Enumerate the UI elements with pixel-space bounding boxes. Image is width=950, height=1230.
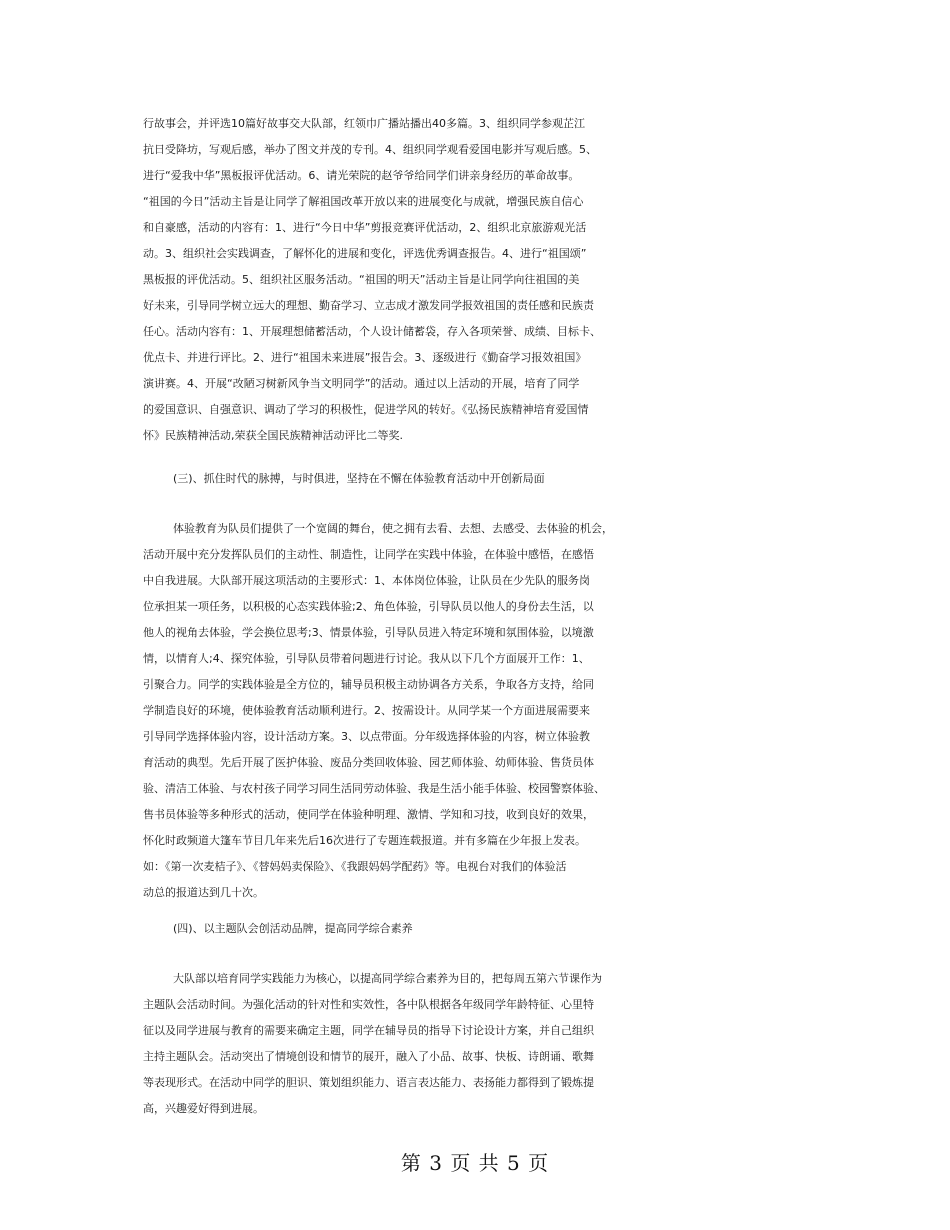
text-line: 情，以情育人;4、探究体验，引导队员带着问题进行讨论。我从以下几个方面展开工作：1、 <box>143 652 590 665</box>
text-line: 主题队会活动时间。为强化活动的针对性和实效性，各中队根据各年级同学年龄特征、心里特 <box>143 998 594 1011</box>
text-line: 进行“爱我中华”黑板报评优活动。6、请光荣院的赵爷爷给同学们讲亲身经历的革命故事。 <box>143 169 580 182</box>
text-line: 中自我进展。大队部开展这项活动的主要形式：1、本体岗位体验，让队员在少先队的服务岗 <box>143 574 590 587</box>
text-line: 好未来，引导同学树立远大的理想、勤奋学习、立志成才激发同学报效祖国的责任感和民族责 <box>143 299 594 312</box>
text-line: 任心。活动内容有：1、开展理想储蓄活动，个人设计储蓄袋，存入各项荣誉、成绩、目标卡、 <box>143 325 601 338</box>
text-line: 行故事会，并评选10篇好故事交大队部，红领巾广播站播出40多篇。3、组织同学参观芷江 <box>143 117 585 130</box>
text-line: 征以及同学进展与教育的需要来确定主题，同学在辅导员的指导下讨论设计方案，并自己组织 <box>143 1024 594 1037</box>
text-line: 位承担某一项任务，以积极的心态实践体验;2、角色体验，引导队员以他人的身份去生活，以 <box>143 600 594 613</box>
text-line: 等表现形式。在活动中同学的胆识、策划组织能力、语言表达能力、表扬能力都得到了锻炼提 <box>143 1076 594 1089</box>
text-line: 大队部以培育同学实践能力为核心，以提高同学综合素养为目的，把每周五第六节课作为 <box>173 972 602 985</box>
text-line: 高，兴趣爱好得到进展。 <box>143 1102 264 1115</box>
section-heading: (四)、以主题队会创活动品牌，提高同学综合素养 <box>173 922 413 935</box>
text-line: 体验教育为队员们提供了一个宽阔的舞台，使之拥有去看、去想、去感受、去体验的机会， <box>173 522 613 535</box>
text-line: 学制造良好的环境，使体验教育活动顺利进行。2、按需设计。从同学某一个方面进展需要来 <box>143 704 590 717</box>
text-line: 活动开展中充分发挥队员们的主动性、制造性，让同学在实践中体验，在体验中感悟，在感悟 <box>143 548 594 561</box>
text-line: 怀》民族精神活动,荣获全国民族精神活动评比二等奖. <box>143 429 403 442</box>
text-line: 引导同学选择体验内容，设计活动方案。3、以点带面。分年级选择体验的内容，树立体验教 <box>143 730 590 743</box>
text-line: 主持主题队会。活动突出了情境创设和情节的展开，融入了小品、故事、快板、诗朗诵、歌舞 <box>143 1050 594 1063</box>
text-line: 优点卡、并进行评比。2、进行“祖国未来进展”报告会。3、逐级进行《勤奋学习报效祖国》 <box>143 351 587 364</box>
text-line: 如：《第一次麦桔子》、《替妈妈卖保险》、《我跟妈妈学配药》等。电视台对我们的体验活 <box>143 860 567 873</box>
text-line: 售书员体验等多种形式的活动，使同学在体验种明理、激情、学知和习技，收到良好的效果， <box>143 808 594 821</box>
text-line: 育活动的典型。先后开展了医护体验、废品分类回收体验、园艺师体验、幼师体验、售货员体 <box>143 756 594 769</box>
text-line: 演讲赛。4、开展“改陋习树新风争当文明同学”的活动。通过以上活动的开展，培育了同学 <box>143 377 580 390</box>
page-number-footer: 第 3 页 共 5 页 <box>400 1151 550 1175</box>
text-line: “祖国的今日”活动主旨是让同学了解祖国改革开放以来的进展变化与成就，增强民族自信心 <box>143 195 584 208</box>
text-line: 验、清洁工体验、与农村孩子同学习同生活同劳动体验、我是生活小能手体验、校园警察体验、 <box>143 782 605 795</box>
text-line: 和自豪感，活动的内容有：1、进行“今日中华”剪报竞赛评优活动，2、组织北京旅游观光活 <box>143 221 587 234</box>
text-line: 动。3、组织社会实践调查，了解怀化的进展和变化，评选优秀调查报告。4、进行“祖国颂” <box>143 247 587 260</box>
text-line: 引聚合力。同学的实践体验是全方位的，辅导员积极主动协调各方关系，争取各方支持，给同 <box>143 678 594 691</box>
text-line: 抗日受降坊，写观后感，举办了图文并茂的专刊。4、组织同学观看爱国电影并写观后感。5、 <box>143 143 597 156</box>
text-line: 动总的报道达到几十次。 <box>143 886 264 899</box>
text-line: 他人的视角去体验，学会换位思考;3、情景体验，引导队员进入特定环境和氛围体验，以境激 <box>143 626 594 639</box>
text-line: 的爱国意识、自强意识、调动了学习的积极性，促进学风的转好。《弘扬民族精神培育爱国情 <box>143 403 589 416</box>
text-line: 黑板报的评优活动。5、组织社区服务活动。“祖国的明天”活动主旨是让同学向往祖国的美 <box>143 273 580 286</box>
text-line: 怀化时政频道大篷车节目几年来先后16次进行了专题连载报道。并有多篇在少年报上发表。 <box>143 834 586 847</box>
section-heading: (三)、抓住时代的脉搏，与时俱进，坚持在不懈在体验教育活动中开创新局面 <box>173 472 545 485</box>
